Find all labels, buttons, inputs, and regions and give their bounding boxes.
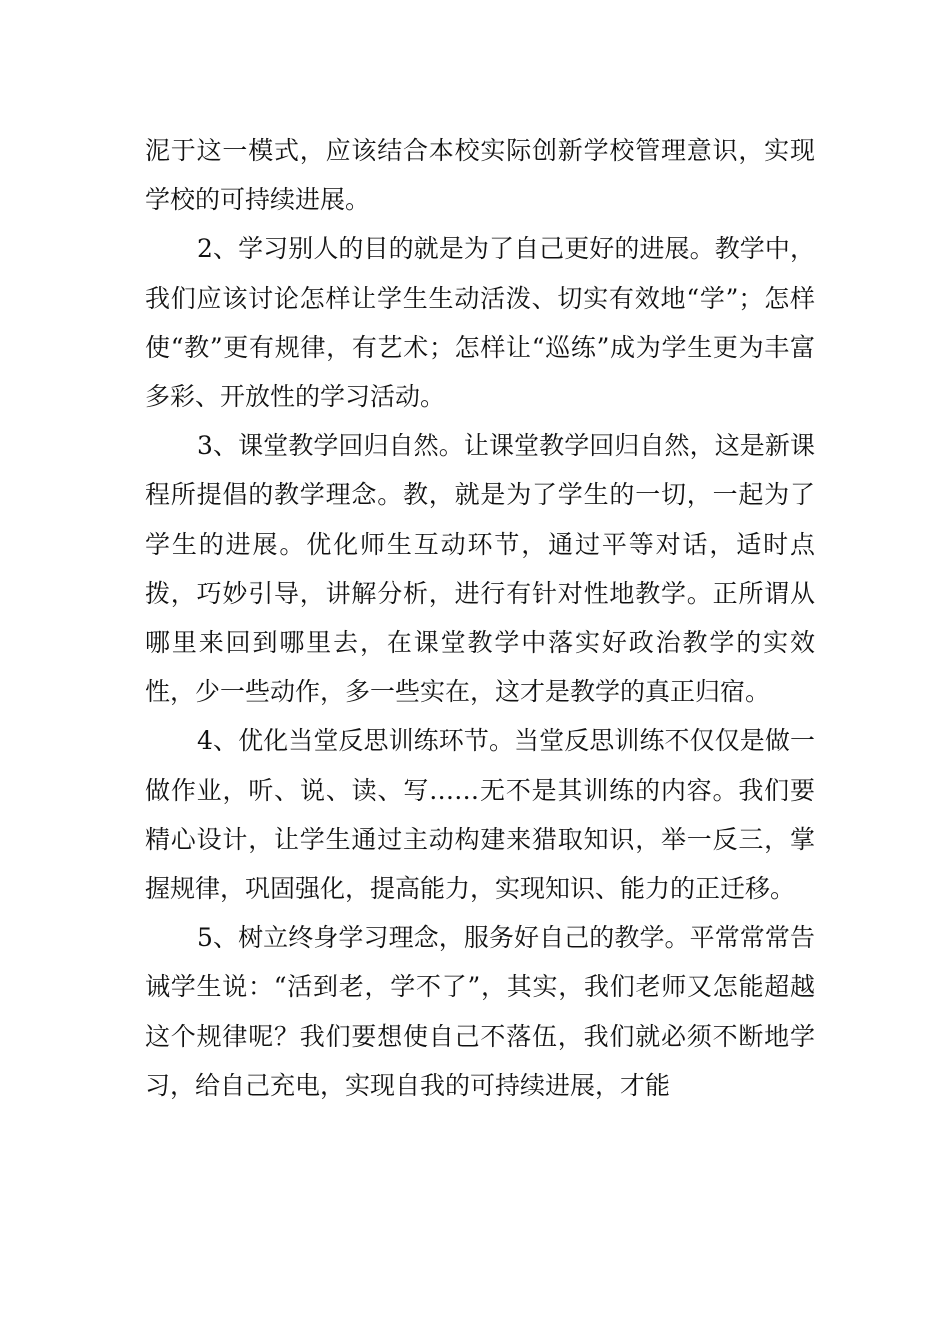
paragraph-2: 2、学习别人的目的就是为了自己更好的进展。教学中，我们应该讨论怎样让学生生动活泼、切实有效地“学”；怎样使“教”更有规律，有艺术；怎样让“巡练”成为学生更为丰富多彩、开放性的学习活动。: [145, 234, 815, 412]
paragraph-continuation: 泥于这一模式，应该结合本校实际创新学校管理意识，实现学校的可持续进展。: [145, 136, 815, 215]
paragraph-3: 3、课堂教学回归自然。让课堂教学回归自然，这是新课程所提倡的教学理念。教，就是为了学生的一切，一起为了学生的进展。优化师生互动环节，通过平等对话，适时点拨，巧妙引导，讲解分析，进行有针对性地教学。正所谓从哪里来回到哪里去，在课堂教学中落实好政治教学的实效性，少一些动作，多一些实在，这才是教学的真正归宿。: [145, 431, 815, 707]
paragraph-4: 4、优化当堂反思训练环节。当堂反思训练不仅仅是做一做作业，听、说、读、写……无不是其训练的内容。我们要精心设计，让学生通过主动构建来猎取知识，举一反三，掌握规律，巩固强化，提高能力，实现知识、能力的正迁移。: [145, 726, 815, 904]
document-body: [145, 126, 815, 1110]
paragraph-5: 5、树立终身学习理念，服务好自己的教学。平常常常告诫学生说：“活到老，学不了”，其实，我们老师又怎能超越这个规律呢？我们要想使自己不落伍，我们就必须不断地学习，给自己充电，实现自我的可持续进展，才能: [145, 923, 815, 1100]
